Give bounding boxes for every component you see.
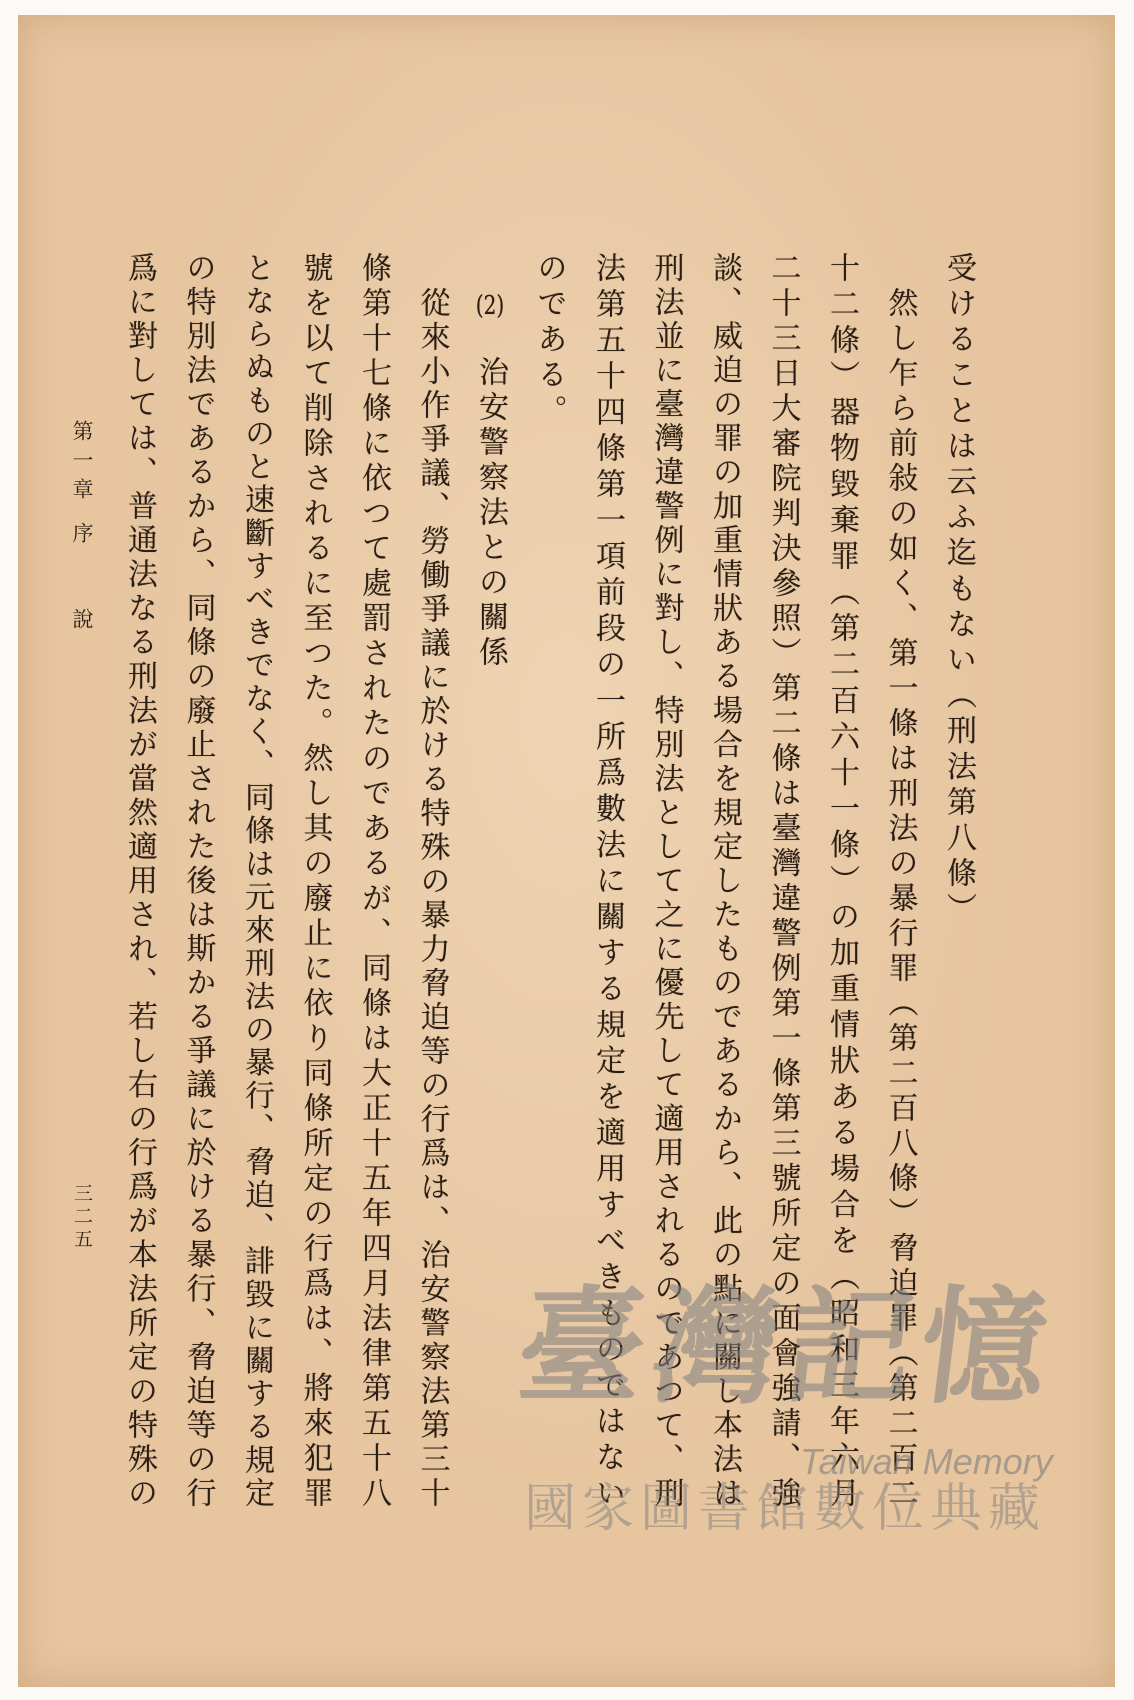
body-line: 談、威迫の罪の加重情狀ある場合を規定したものであるから、此の點に關し本法は <box>707 252 742 1512</box>
body-line: 刑法並に臺灣違警例に對し、特別法として之に優先して適用されるのであつて、刑 <box>648 252 684 1512</box>
watermark-english: Taiwan Memory <box>800 1441 1053 1482</box>
body-line: 法第五十四條第一項前段の一所爲數法に關する規定を適用すべきものではない <box>590 252 625 1514</box>
section-number: (2) <box>475 293 505 319</box>
section-line: 號を以て削除されるに至つた。然し其の廢止に依り同條所定の行爲は、將來犯罪 <box>297 252 333 1512</box>
body-line: のである。 <box>531 252 567 430</box>
body-line: 二十三日大審院判決參照）第二條は臺灣違警例第一條第三號所定の面會強請、強 <box>765 252 801 1512</box>
section-line: の特別法であるから、同條の廢止された後は斯かる爭議に於ける暴行、脅迫等の行 <box>180 252 216 1512</box>
watermark-logo: 臺灣記憶 <box>509 1273 1065 1421</box>
watermark-institution: 國家圖書館數位典藏 <box>524 1479 1047 1539</box>
section-line: とならぬものと速斷すべきでなく、同條は元來刑法の暴行、脅迫、誹毀に關する規定 <box>239 252 274 1511</box>
section-heading <box>470 252 510 1507</box>
page-number: 三二五 <box>71 1183 93 1252</box>
running-head-chapter: 第一章 <box>70 420 94 507</box>
body-line: 受けることは云ふ迄もない（刑法第八條） <box>941 252 976 929</box>
body-line: 然し乍ら前敍の如く、第一條は刑法の暴行罪（第二百八條）脅迫罪（第二百二 <box>882 287 918 1512</box>
section-line: 爲に對しては、普通法なる刑法が當然適用され、若し右の行爲が本法所定の特殊の <box>122 252 157 1512</box>
section-line: 從來小作爭議、勞働爭議に於ける特殊の暴力脅迫等の行爲は、治安警察法第三十 <box>414 287 450 1511</box>
section-title: 治安警察法との關係 <box>473 356 508 671</box>
section-block <box>119 252 510 1512</box>
running-head-title: 序 說 <box>70 522 94 651</box>
body-line: 十二條）器物毀棄罪（第二百六十一條）の加重情狀ある場合を（昭和三年六月 <box>824 252 859 1514</box>
section-line: 條第十七條に依つて處罰されたのであるが、同條は大正十五年四月法律第五十八 <box>356 252 391 1512</box>
